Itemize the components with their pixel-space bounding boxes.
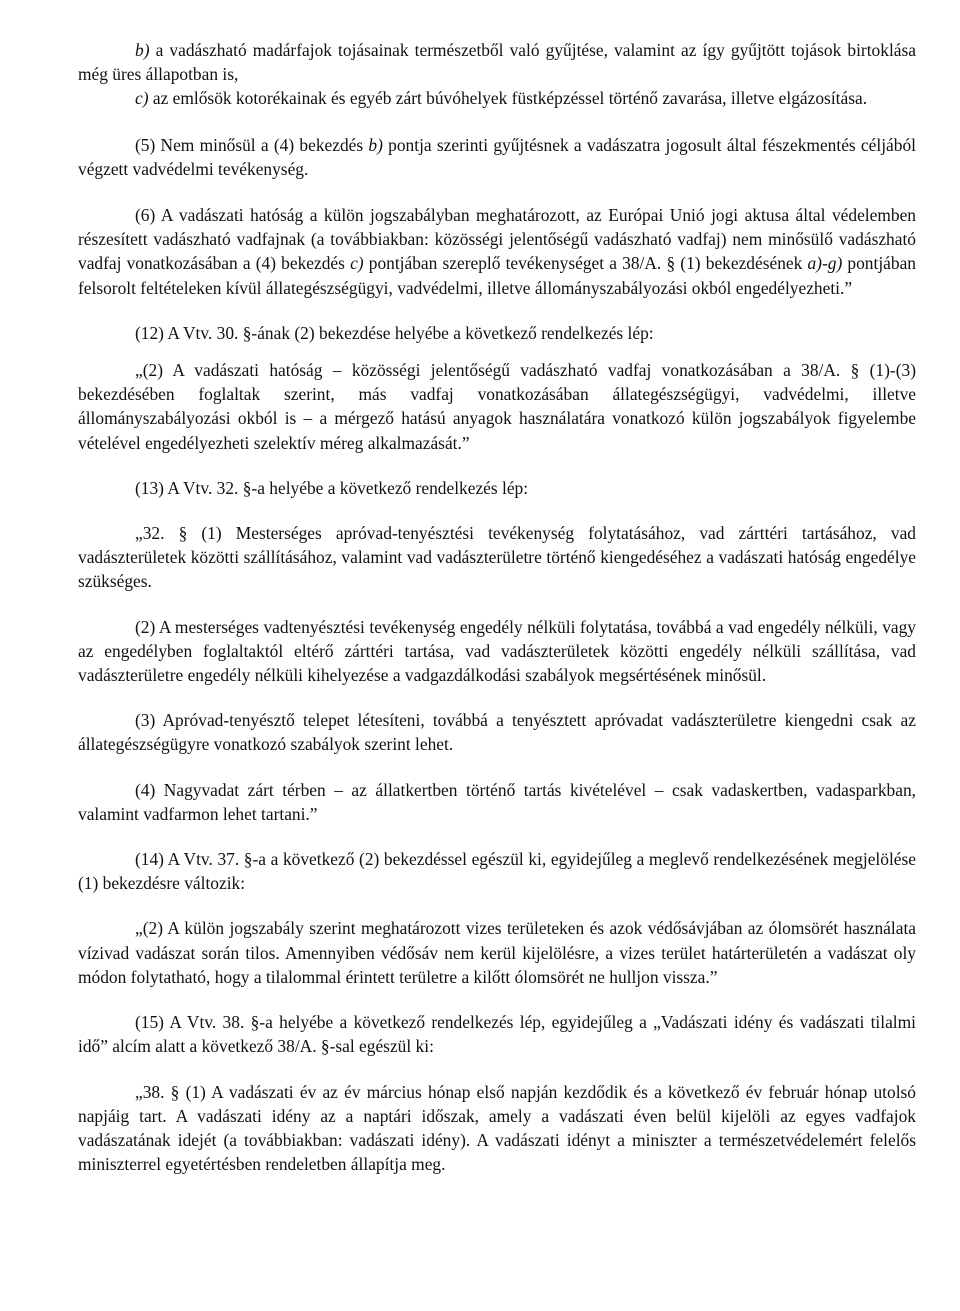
- paragraph-text: az emlősök kotorékainak és egyéb zárt búvóhelyek füstképzéssel történő zavarása, illetve elgázosítása.: [148, 88, 868, 109]
- item-label: b): [135, 40, 150, 60]
- paragraph-text: a vadászható madárfajok tojásainak természetből való gyűjtése, valamint az így gyűjtött tojások birtoklása még üres állapotban is,: [78, 40, 916, 85]
- item-label: c): [350, 253, 364, 274]
- paragraph-5: [78, 133, 916, 181]
- section-32-paragraph-1: „32. § (1) Mesterséges apróvad-tenyésztési tevékenység folytatásához, vad zárttéri tartásához, vad vadászterületek közötti szállításához, valamint vad vadászterületre történő kiengedéséhez a vadászati hatóság engedélye szükséges.: [78, 523, 916, 592]
- item-label: c): [135, 88, 149, 109]
- paragraph-text: (6) A vadászati hatóság a külön jogszabályban meghatározott, az Európai Unió jogi aktusa által védelemben részesített vadászható vadfajnak (a továbbiakban: közösségi jelentőségű vadászható vadfaj) nem minősülő vadászható vadfaj vonatkozásában a (4) bekezdés: [78, 205, 916, 274]
- document-body: [78, 38, 916, 1176]
- item-label: a)-g): [807, 253, 843, 274]
- paragraph-text: (5) Nem minősül a (4) bekezdés: [135, 134, 369, 155]
- item-label: b): [368, 134, 383, 155]
- paragraph-6: [78, 203, 916, 300]
- amendment-13-intro: (13) A Vtv. 32. §-a helyébe a következő rendelkezés lép:: [135, 477, 529, 498]
- paragraph-text: pontja szerinti gyűjtésnek a vadászatra jogosult által fészekmentés céljából végzett vadvédelmi tevékenység.: [78, 134, 916, 179]
- paragraph-text: pontjában felsorolt feltételeken kívül állategészségügyi, vadvédelmi, illetve állományszabályozási okból engedélyezheti.”: [78, 253, 916, 298]
- section-37-paragraph-2: „(2) A külön jogszabály szerint meghatározott vizes területeken és azok védősávjában az ólomsörét használata vízivad vadászat során tilos. Amennyiben védősáv nem kerül kijelölésre, a vizes terület határterületén a vadászat oly módon folytatható, hogy a tilalommal érintett területre a kilőtt ólomsörét ne hulljon vissza.”: [78, 918, 916, 987]
- paragraph-c-burrows: [78, 86, 916, 110]
- section-32-paragraph-3: (3) Apróvad-tenyésztő telepet létesíteni, továbbá a tenyésztett apróvadat vadászterületre kiengedni csak az állategészségügyre vonatkozó szabályok szerint lehet.: [78, 710, 916, 755]
- amendment-14-intro: (14) A Vtv. 37. §-a a következő (2) bekezdéssel egészül ki, egyidejűleg a meglevő rendelkezésének megjelölése (1) bekezdésre változik:: [78, 849, 916, 894]
- paragraph-text: pontjában szereplő tevékenységet a 38/A. § (1) bekezdésének: [363, 253, 808, 274]
- section-32-paragraph-4: (4) Nagyvadat zárt térben – az állatkertben történő tartás kivételével – csak vadaskertben, vadasparkban, valamint vadfarmon lehet tartani.”: [78, 779, 916, 824]
- amendment-15-intro: (15) A Vtv. 38. §-a helyébe a következő rendelkezés lép, egyidejűleg a „Vadászati idény és vadászati tilalmi idő” alcím alatt a következő 38/A. §-sal egészül ki:: [78, 1012, 916, 1057]
- amendment-12-text: „(2) A vadászati hatóság – közösségi jelentőségű vadászható vadfaj vonatkozásában a 38/A. § (1)-(3) bekezdésében foglaltak szerint, más vadfaj vonatkozásában állategészségügyi, vadvédelmi, illetve állományszabályozási okból is – a mérgező hatású anyagok használatára vonatkozó külön jogszabályok figyelembe vételével engedélyezheti szelektív méreg alkalmazását.”: [78, 360, 916, 453]
- paragraph-b-eggs: [78, 38, 916, 86]
- section-32-paragraph-2: (2) A mesterséges vadtenyésztési tevékenység engedély nélküli folytatása, továbbá a vad engedély nélküli, vagy az engedélyben foglaltaktól eltérő zárttéri tartása, vad vadászterületek közötti engedély nélküli szállítása, vad vadászterületre engedély nélküli kihelyezése a vadgazdálkodási szabályok megsértésének minősül.: [78, 616, 916, 686]
- amendment-12-intro: (12) A Vtv. 30. §-ának (2) bekezdése helyébe a következő rendelkezés lép:: [135, 322, 654, 343]
- section-38-paragraph-1: „38. § (1) A vadászati év az év március hónap első napján kezdődik és a következő év február hónap utolsó napjáig tart. A vadászati idény az a naptári időszak, amely a vadászati éven belül kijelöli az egyes vadfajok vadászatának idejét (a továbbiakban: vadászati idény). A vadászati idényt a miniszter a természetvédelemért felelős miniszterrel egyetértésben rendeletben állapítja meg.: [78, 1081, 916, 1175]
